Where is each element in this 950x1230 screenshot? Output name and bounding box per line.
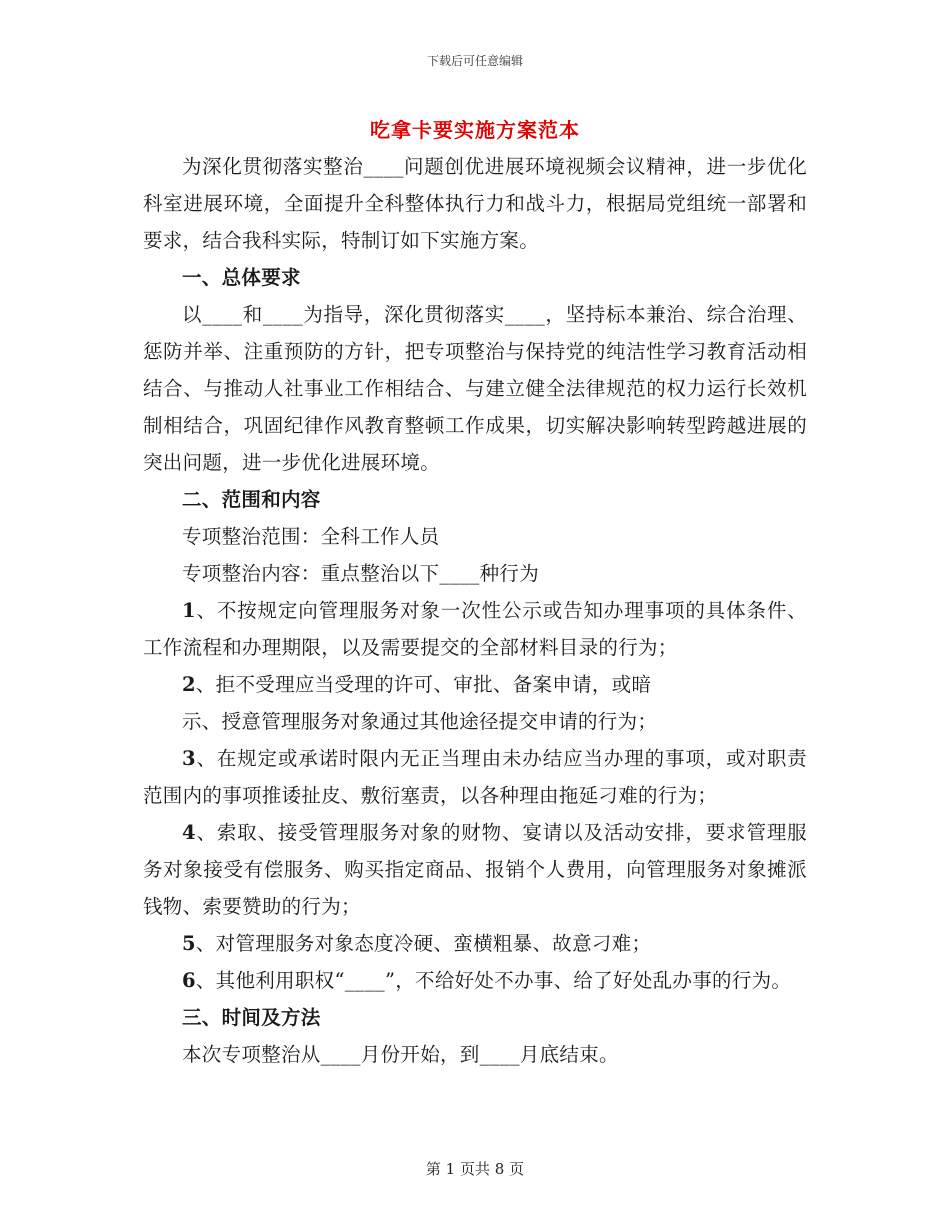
item-number: 3 xyxy=(182,747,196,770)
item-number: 1 xyxy=(182,599,196,622)
item-number: 2 xyxy=(182,673,196,696)
list-item xyxy=(143,962,807,999)
item-number: 6 xyxy=(182,969,196,992)
item-number: 4 xyxy=(182,821,196,844)
item-text: 、在规定或承诺时限内无正当理由未办结应当办理的事项，或对职责范围内的事项推诿扯皮、敷衍塞责，以各种理由拖延刁难的行为； xyxy=(143,747,807,807)
content-line: 专项整治内容：重点整治以下____种行为 xyxy=(182,562,539,585)
list-item xyxy=(143,814,807,925)
document-body xyxy=(143,148,807,1073)
general-requirements-paragraph: 以____和____为指导，深化贯彻落实____，坚持标本兼治、综合治理、惩防并举、注重预防的方针，把专项整治与保持党的纯洁性学习教育活动相结合、与推动人社事业工作相结合、与建立健全法律规范的权力运行长效机制相结合，巩固纪律作风教育整顿工作成果，切实解决影响转型跨越进展的突出问题，进一步优化进展环境。 xyxy=(143,303,807,474)
scope-line: 专项整治范围：全科工作人员 xyxy=(182,525,440,548)
item-number: 5 xyxy=(182,932,196,955)
item-text: 、拒不受理应当受理的许可、审批、备案申请，或暗 xyxy=(195,673,652,696)
list-item xyxy=(143,592,807,666)
intro-paragraph: 为深化贯彻落实整治____问题创优进展环境视频会议精神，进一步优化科室进展环境，全面提升全科整体执行力和战斗力，根据局党组统一部署和要求，结合我科实际，特制订如下实施方案。 xyxy=(143,155,807,252)
list-item xyxy=(143,925,807,962)
document-title: 吃拿卡要实施方案范本 xyxy=(370,118,580,142)
list-item xyxy=(143,666,807,703)
section-heading-scope: 二、范围和内容 xyxy=(182,488,321,511)
list-item xyxy=(143,740,807,814)
section-heading-time: 三、时间及方法 xyxy=(182,1006,321,1029)
item-text: 、索取、接受管理服务对象的财物、宴请以及活动安排，要求管理服务对象接受有偿服务、购买指定商品、报销个人费用，向管理服务对象摊派钱物、索要赞助的行为； xyxy=(143,821,807,918)
item-text: 示、授意管理服务对象通过其他途径提交申请的行为； xyxy=(182,710,658,733)
header-note: 下载后可任意编辑 xyxy=(426,54,523,68)
page-footer: 第 1 页共 8 页 xyxy=(425,1160,525,1178)
item-text: 、其他利用职权“____”，不给好处不办事、给了好处乱办事的行为。 xyxy=(195,969,792,992)
section-heading-general: 一、总体要求 xyxy=(182,266,301,289)
item-text: 、不按规定向管理服务对象一次性公示或告知办理事项的具体条件、工作流程和办理期限，以及需要提交的全部材料目录的行为； xyxy=(143,599,807,659)
time-paragraph: 本次专项整治从____月份开始，到____月底结束。 xyxy=(182,1043,619,1066)
item-text: 、对管理服务对象态度冷硬、蛮横粗暴、故意刁难； xyxy=(195,932,652,955)
list-item-continuation xyxy=(143,703,807,740)
